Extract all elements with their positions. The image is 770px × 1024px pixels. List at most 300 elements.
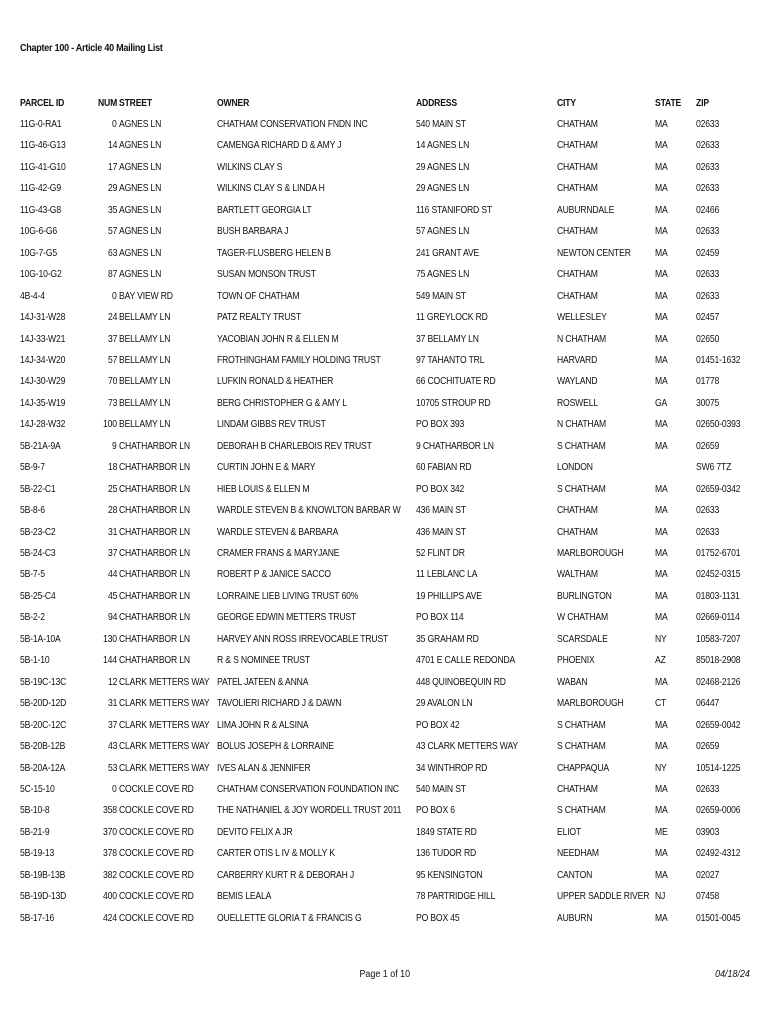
cell-street: AGNES LN — [119, 225, 162, 237]
cell-zip: 06447 — [696, 697, 720, 709]
cell-address: 540 MAIN ST — [416, 783, 466, 795]
cell-state: MA — [655, 375, 668, 387]
cell-state: MA — [655, 139, 668, 151]
cell-owner: BUSH BARBARA J — [217, 225, 289, 237]
cell-city: CHATHAM — [557, 182, 598, 194]
cell-parcel-id: 11G-46-G13 — [20, 139, 66, 151]
cell-zip: SW6 7TZ — [696, 461, 732, 473]
cell-city: S CHATHAM — [557, 719, 606, 731]
cell-parcel-id: 5B-19-13 — [20, 847, 55, 859]
cell-parcel-id: 5B-1-10 — [20, 654, 50, 666]
cell-parcel-id: 5B-25-C4 — [20, 590, 56, 602]
cell-street: CHATHARBOR LN — [119, 547, 190, 559]
cell-num: 45 — [107, 590, 117, 602]
cell-num: 130 — [103, 633, 117, 645]
cell-street: COCKLE COVE RD — [119, 869, 194, 881]
cell-zip: 02659-0042 — [696, 719, 741, 731]
cell-zip: 02659 — [696, 740, 720, 752]
cell-parcel-id: 14J-30-W29 — [20, 375, 66, 387]
cell-zip: 10583-7207 — [696, 633, 741, 645]
cell-street: CHATHARBOR LN — [119, 633, 190, 645]
cell-address: 35 GRAHAM RD — [416, 633, 479, 645]
cell-city: SCARSDALE — [557, 633, 608, 645]
cell-owner: CHATHAM CONSERVATION FNDN INC — [217, 118, 368, 130]
cell-street: CHATHARBOR LN — [119, 483, 190, 495]
cell-owner: ROBERT P & JANICE SACCO — [217, 568, 331, 580]
cell-parcel-id: 14J-33-W21 — [20, 333, 66, 345]
cell-street: CHATHARBOR LN — [119, 611, 190, 623]
cell-owner: SUSAN MONSON TRUST — [217, 268, 316, 280]
cell-state: MA — [655, 247, 668, 259]
cell-zip: 01778 — [696, 375, 720, 387]
cell-state: MA — [655, 225, 668, 237]
cell-state: AZ — [655, 654, 666, 666]
cell-parcel-id: 5B-20C-12C — [20, 719, 67, 731]
cell-owner: WARDLE STEVEN & BARBARA — [217, 526, 339, 538]
cell-address: 241 GRANT AVE — [416, 247, 480, 259]
cell-owner: CAMENGA RICHARD D & AMY J — [217, 139, 342, 151]
cell-owner: BERG CHRISTOPHER G & AMY L — [217, 397, 347, 409]
cell-city: WALTHAM — [557, 568, 598, 580]
header-address: ADDRESS — [416, 97, 457, 109]
cell-owner: BOLUS JOSEPH & LORRAINE — [217, 740, 334, 752]
cell-address: 29 AGNES LN — [416, 161, 470, 173]
cell-address: 52 FLINT DR — [416, 547, 465, 559]
cell-num: 29 — [107, 182, 117, 194]
cell-zip: 02633 — [696, 118, 720, 130]
cell-city: HARVARD — [557, 354, 598, 366]
cell-owner: R & S NOMINEE TRUST — [217, 654, 310, 666]
cell-zip: 02633 — [696, 139, 720, 151]
cell-zip: 01803-1131 — [696, 590, 740, 602]
cell-state: MA — [655, 483, 668, 495]
cell-street: CLARK METTERS WAY — [119, 762, 210, 774]
cell-zip: 10514-1225 — [696, 762, 741, 774]
cell-address: 19 PHILLIPS AVE — [416, 590, 482, 602]
cell-num: 31 — [107, 526, 117, 538]
cell-parcel-id: 10G-7-G5 — [20, 247, 57, 259]
cell-street: COCKLE COVE RD — [119, 912, 194, 924]
cell-city: S CHATHAM — [557, 440, 606, 452]
cell-num: 57 — [107, 354, 117, 366]
cell-parcel-id: 14J-31-W28 — [20, 311, 66, 323]
cell-address: 95 KENSINGTON — [416, 869, 483, 881]
cell-zip: 03903 — [696, 826, 720, 838]
cell-state: NJ — [655, 890, 666, 902]
cell-city: CHAPPAQUA — [557, 762, 609, 774]
cell-owner: LINDAM GIBBS REV TRUST — [217, 418, 326, 430]
cell-address: 97 TAHANTO TRL — [416, 354, 485, 366]
cell-zip: 02633 — [696, 290, 720, 302]
cell-num: 17 — [107, 161, 117, 173]
cell-city: MARLBOROUGH — [557, 547, 624, 559]
cell-owner: CURTIN JOHN E & MARY — [217, 461, 316, 473]
cell-zip: 02027 — [696, 869, 720, 881]
cell-num: 57 — [107, 225, 117, 237]
cell-address: 78 PARTRIDGE HILL — [416, 890, 496, 902]
cell-state: MA — [655, 804, 668, 816]
cell-state: MA — [655, 161, 668, 173]
cell-city: CHATHAM — [557, 225, 598, 237]
cell-owner: GEORGE EDWIN METTERS TRUST — [217, 611, 357, 623]
cell-zip: 02650-0393 — [696, 418, 741, 430]
cell-state: MA — [655, 118, 668, 130]
cell-owner: BEMIS LEALA — [217, 890, 272, 902]
cell-parcel-id: 5B-19D-13D — [20, 890, 67, 902]
cell-city: WABAN — [557, 676, 588, 688]
cell-address: PO BOX 342 — [416, 483, 465, 495]
cell-city: S CHATHAM — [557, 740, 606, 752]
cell-owner: FROTHINGHAM FAMILY HOLDING TRUST — [217, 354, 381, 366]
cell-state: MA — [655, 912, 668, 924]
cell-parcel-id: 5B-8-6 — [20, 504, 45, 516]
cell-zip: 02650 — [696, 333, 720, 345]
cell-state: MA — [655, 568, 668, 580]
cell-num: 53 — [107, 762, 117, 774]
page-number — [0, 968, 770, 980]
cell-state: MA — [655, 268, 668, 280]
cell-street: CHATHARBOR LN — [119, 461, 190, 473]
cell-zip: 02633 — [696, 182, 720, 194]
cell-street: BELLAMY LN — [119, 354, 171, 366]
cell-parcel-id: 5B-7-5 — [20, 568, 45, 580]
cell-owner: LIMA JOHN R & ALSINA — [217, 719, 309, 731]
cell-street: BAY VIEW RD — [119, 290, 173, 302]
cell-owner: LORRAINE LIEB LIVING TRUST 60% — [217, 590, 359, 602]
cell-owner: HIEB LOUIS & ELLEN M — [217, 483, 310, 495]
cell-address: 14 AGNES LN — [416, 139, 470, 151]
cell-street: CLARK METTERS WAY — [119, 676, 210, 688]
cell-zip: 02492-4312 — [696, 847, 741, 859]
cell-state: MA — [655, 182, 668, 194]
cell-num: 31 — [107, 697, 117, 709]
cell-parcel-id: 10G-10-G2 — [20, 268, 62, 280]
cell-owner: TAVOLIERI RICHARD J & DAWN — [217, 697, 342, 709]
cell-parcel-id: 5B-9-7 — [20, 461, 45, 473]
cell-owner: OUELLETTE GLORIA T & FRANCIS G — [217, 912, 362, 924]
cell-parcel-id: 5B-21-9 — [20, 826, 50, 838]
cell-owner: CHATHAM CONSERVATION FOUNDATION INC — [217, 783, 399, 795]
cell-state: MA — [655, 611, 668, 623]
cell-parcel-id: 5B-20B-12B — [20, 740, 66, 752]
cell-address: PO BOX 114 — [416, 611, 464, 623]
cell-parcel-id: 5B-23-C2 — [20, 526, 56, 538]
cell-street: BELLAMY LN — [119, 418, 171, 430]
cell-state: MA — [655, 290, 668, 302]
cell-zip: 85018-2908 — [696, 654, 741, 666]
cell-address: 116 STANIFORD ST — [416, 204, 493, 216]
cell-owner: DEBORAH B CHARLEBOIS REV TRUST — [217, 440, 372, 452]
cell-parcel-id: 5B-22-C1 — [20, 483, 56, 495]
cell-state: MA — [655, 418, 668, 430]
cell-num: 424 — [103, 912, 117, 924]
cell-street: CLARK METTERS WAY — [119, 740, 210, 752]
cell-address: 57 AGNES LN — [416, 225, 470, 237]
cell-city: UPPER SADDLE RIVER — [557, 890, 650, 902]
cell-owner: THE NATHANIEL & JOY WORDELL TRUST 2011 — [217, 804, 402, 816]
cell-city: CANTON — [557, 869, 593, 881]
cell-num: 358 — [103, 804, 117, 816]
cell-address: PO BOX 6 — [416, 804, 455, 816]
cell-city: PHOENIX — [557, 654, 595, 666]
cell-city: ROSWELL — [557, 397, 598, 409]
cell-owner: TAGER-FLUSBERG HELEN B — [217, 247, 331, 259]
cell-state: MA — [655, 869, 668, 881]
cell-num: 12 — [107, 676, 117, 688]
cell-address: 136 TUDOR RD — [416, 847, 477, 859]
cell-state: NY — [655, 633, 667, 645]
cell-state: MA — [655, 440, 668, 452]
cell-street: COCKLE COVE RD — [119, 847, 194, 859]
cell-address: PO BOX 42 — [416, 719, 460, 731]
page-number-label: Page 1 of 10 — [359, 968, 411, 980]
cell-owner: YACOBIAN JOHN R & ELLEN M — [217, 333, 339, 345]
cell-address: 11 LEBLANC LA — [416, 568, 478, 580]
cell-num: 378 — [103, 847, 117, 859]
cell-city: N CHATHAM — [557, 418, 607, 430]
cell-address: 11 GREYLOCK RD — [416, 311, 488, 323]
cell-address: 448 QUINOBEQUIN RD — [416, 676, 506, 688]
cell-num: 37 — [107, 547, 117, 559]
cell-street: AGNES LN — [119, 118, 162, 130]
cell-city: WELLESLEY — [557, 311, 607, 323]
cell-street: BELLAMY LN — [119, 397, 171, 409]
cell-zip: 02659 — [696, 440, 720, 452]
cell-city: S CHATHAM — [557, 483, 606, 495]
cell-zip: 02452-0315 — [696, 568, 741, 580]
cell-zip: 01451-1632 — [696, 354, 741, 366]
cell-num: 35 — [107, 204, 117, 216]
cell-state: CT — [655, 697, 667, 709]
cell-zip: 02659-0342 — [696, 483, 741, 495]
cell-street: COCKLE COVE RD — [119, 890, 194, 902]
cell-owner: IVES ALAN & JENNIFER — [217, 762, 311, 774]
cell-state: MA — [655, 333, 668, 345]
cell-state: MA — [655, 526, 668, 538]
cell-parcel-id: 5B-2-2 — [20, 611, 45, 623]
cell-owner: CARTER OTIS L IV & MOLLY K — [217, 847, 335, 859]
cell-address: 436 MAIN ST — [416, 504, 466, 516]
cell-parcel-id: 11G-0-RA1 — [20, 118, 62, 130]
cell-state: MA — [655, 847, 668, 859]
cell-street: BELLAMY LN — [119, 311, 171, 323]
cell-street: AGNES LN — [119, 268, 162, 280]
cell-state: MA — [655, 504, 668, 516]
cell-street: AGNES LN — [119, 182, 162, 194]
cell-street: CHATHARBOR LN — [119, 590, 190, 602]
cell-num: 370 — [103, 826, 117, 838]
cell-city: NEEDHAM — [557, 847, 599, 859]
cell-num: 37 — [107, 719, 117, 731]
cell-num: 43 — [107, 740, 117, 752]
cell-parcel-id: 5B-10-8 — [20, 804, 50, 816]
cell-num: 18 — [107, 461, 117, 473]
cell-owner: PATEL JATEEN & ANNA — [217, 676, 309, 688]
cell-city: AUBURN — [557, 912, 593, 924]
cell-address: 540 MAIN ST — [416, 118, 466, 130]
cell-parcel-id: 10G-6-G6 — [20, 225, 57, 237]
cell-owner: TOWN OF CHATHAM — [217, 290, 300, 302]
cell-address: PO BOX 45 — [416, 912, 460, 924]
cell-state: MA — [655, 204, 668, 216]
cell-address: 1849 STATE RD — [416, 826, 477, 838]
cell-address: 75 AGNES LN — [416, 268, 470, 280]
cell-city: W CHATHAM — [557, 611, 608, 623]
cell-street: AGNES LN — [119, 247, 162, 259]
cell-parcel-id: 11G-41-G10 — [20, 161, 66, 173]
cell-parcel-id: 11G-42-G9 — [20, 182, 61, 194]
cell-address: 10705 STROUP RD — [416, 397, 491, 409]
cell-parcel-id: 5B-20A-12A — [20, 762, 66, 774]
cell-state: MA — [655, 311, 668, 323]
cell-zip: 02468-2126 — [696, 676, 741, 688]
cell-parcel-id: 5B-1A-10A — [20, 633, 61, 645]
cell-owner: CARBERRY KURT R & DEBORAH J — [217, 869, 355, 881]
cell-street: CHATHARBOR LN — [119, 504, 190, 516]
cell-num: 9 — [112, 440, 117, 452]
cell-num: 24 — [107, 311, 117, 323]
cell-city: ELIOT — [557, 826, 582, 838]
cell-num: 70 — [107, 375, 117, 387]
cell-street: CHATHARBOR LN — [119, 654, 190, 666]
cell-num: 25 — [107, 483, 117, 495]
cell-num: 0 — [112, 290, 117, 302]
cell-state: MA — [655, 740, 668, 752]
cell-city: CHATHAM — [557, 526, 598, 538]
cell-city: CHATHAM — [557, 161, 598, 173]
cell-street: CHATHARBOR LN — [119, 440, 190, 452]
header-street: STREET — [119, 97, 152, 109]
header-parcel-id: PARCEL ID — [20, 97, 65, 109]
cell-city: CHATHAM — [557, 139, 598, 151]
cell-parcel-id: 11G-43-G8 — [20, 204, 61, 216]
cell-zip: 02459 — [696, 247, 720, 259]
cell-city: S CHATHAM — [557, 804, 606, 816]
cell-address: 549 MAIN ST — [416, 290, 466, 302]
cell-num: 400 — [103, 890, 117, 902]
cell-city: CHATHAM — [557, 783, 598, 795]
cell-street: CLARK METTERS WAY — [119, 697, 210, 709]
cell-owner: DEVITO FELIX A JR — [217, 826, 293, 838]
cell-zip: 02633 — [696, 783, 720, 795]
cell-num: 14 — [107, 139, 117, 151]
cell-zip: 02457 — [696, 311, 720, 323]
cell-owner: PATZ REALTY TRUST — [217, 311, 301, 323]
cell-num: 144 — [103, 654, 117, 666]
cell-num: 37 — [107, 333, 117, 345]
cell-address: 43 CLARK METTERS WAY — [416, 740, 518, 752]
cell-parcel-id: 5B-21A-9A — [20, 440, 61, 452]
cell-zip: 30075 — [696, 397, 720, 409]
cell-city: CHATHAM — [557, 290, 598, 302]
cell-address: 436 MAIN ST — [416, 526, 466, 538]
cell-zip: 02633 — [696, 225, 720, 237]
document-title: Chapter 100 - Article 40 Mailing List — [20, 42, 163, 54]
header-num: NUM — [98, 97, 118, 109]
cell-city: CHATHAM — [557, 118, 598, 130]
cell-zip: 07458 — [696, 890, 720, 902]
cell-city: NEWTON CENTER — [557, 247, 631, 259]
cell-zip: 01752-6701 — [696, 547, 741, 559]
header-zip: ZIP — [696, 97, 709, 109]
cell-parcel-id: 5B-20D-12D — [20, 697, 67, 709]
cell-street: CHATHARBOR LN — [119, 568, 190, 580]
cell-num: 0 — [112, 118, 117, 130]
cell-street: AGNES LN — [119, 139, 162, 151]
cell-zip: 01501-0045 — [696, 912, 741, 924]
cell-address: 9 CHATHARBOR LN — [416, 440, 494, 452]
cell-city: LONDON — [557, 461, 593, 473]
cell-parcel-id: 4B-4-4 — [20, 290, 45, 302]
cell-owner: WILKINS CLAY S — [217, 161, 283, 173]
cell-address: 60 FABIAN RD — [416, 461, 472, 473]
cell-owner: WARDLE STEVEN B & KNOWLTON BARBAR W — [217, 504, 401, 516]
cell-parcel-id: 14J-35-W19 — [20, 397, 66, 409]
cell-num: 87 — [107, 268, 117, 280]
cell-address: 37 BELLAMY LN — [416, 333, 479, 345]
cell-zip: 02633 — [696, 504, 720, 516]
cell-state: MA — [655, 676, 668, 688]
cell-parcel-id: 5B-17-16 — [20, 912, 55, 924]
cell-street: BELLAMY LN — [119, 333, 171, 345]
cell-address: 34 WINTHROP RD — [416, 762, 488, 774]
cell-num: 73 — [107, 397, 117, 409]
cell-num: 0 — [112, 783, 117, 795]
cell-zip: 02633 — [696, 526, 720, 538]
cell-state: MA — [655, 783, 668, 795]
cell-state: ME — [655, 826, 668, 838]
cell-street: AGNES LN — [119, 161, 162, 173]
cell-state: MA — [655, 547, 668, 559]
cell-city: WAYLAND — [557, 375, 598, 387]
cell-owner: BARTLETT GEORGIA LT — [217, 204, 312, 216]
cell-street: CLARK METTERS WAY — [119, 719, 210, 731]
cell-city: BURLINGTON — [557, 590, 612, 602]
cell-state: MA — [655, 719, 668, 731]
cell-num: 44 — [107, 568, 117, 580]
cell-owner: HARVEY ANN ROSS IRREVOCABLE TRUST — [217, 633, 389, 645]
cell-zip: 02633 — [696, 161, 720, 173]
cell-zip: 02669-0114 — [696, 611, 740, 623]
cell-street: COCKLE COVE RD — [119, 804, 194, 816]
cell-zip: 02633 — [696, 268, 720, 280]
cell-address: 29 AGNES LN — [416, 182, 470, 194]
cell-street: AGNES LN — [119, 204, 162, 216]
cell-num: 100 — [103, 418, 117, 430]
cell-num: 382 — [103, 869, 117, 881]
header-state: STATE — [655, 97, 682, 109]
cell-parcel-id: 5B-24-C3 — [20, 547, 56, 559]
cell-street: CHATHARBOR LN — [119, 526, 190, 538]
cell-city: AUBURNDALE — [557, 204, 615, 216]
cell-zip: 02466 — [696, 204, 720, 216]
cell-street: BELLAMY LN — [119, 375, 171, 387]
cell-city: CHATHAM — [557, 268, 598, 280]
cell-owner: CRAMER FRANS & MARYJANE — [217, 547, 340, 559]
cell-parcel-id: 5B-19C-13C — [20, 676, 67, 688]
cell-parcel-id: 5C-15-10 — [20, 783, 55, 795]
cell-num: 63 — [107, 247, 117, 259]
cell-street: COCKLE COVE RD — [119, 783, 194, 795]
cell-street: COCKLE COVE RD — [119, 826, 194, 838]
cell-state: MA — [655, 590, 668, 602]
cell-zip: 02659-0006 — [696, 804, 741, 816]
cell-state: NY — [655, 762, 667, 774]
cell-address: 4701 E CALLE REDONDA — [416, 654, 516, 666]
cell-city: N CHATHAM — [557, 333, 607, 345]
header-city: CITY — [557, 97, 576, 109]
cell-address: 29 AVALON LN — [416, 697, 473, 709]
